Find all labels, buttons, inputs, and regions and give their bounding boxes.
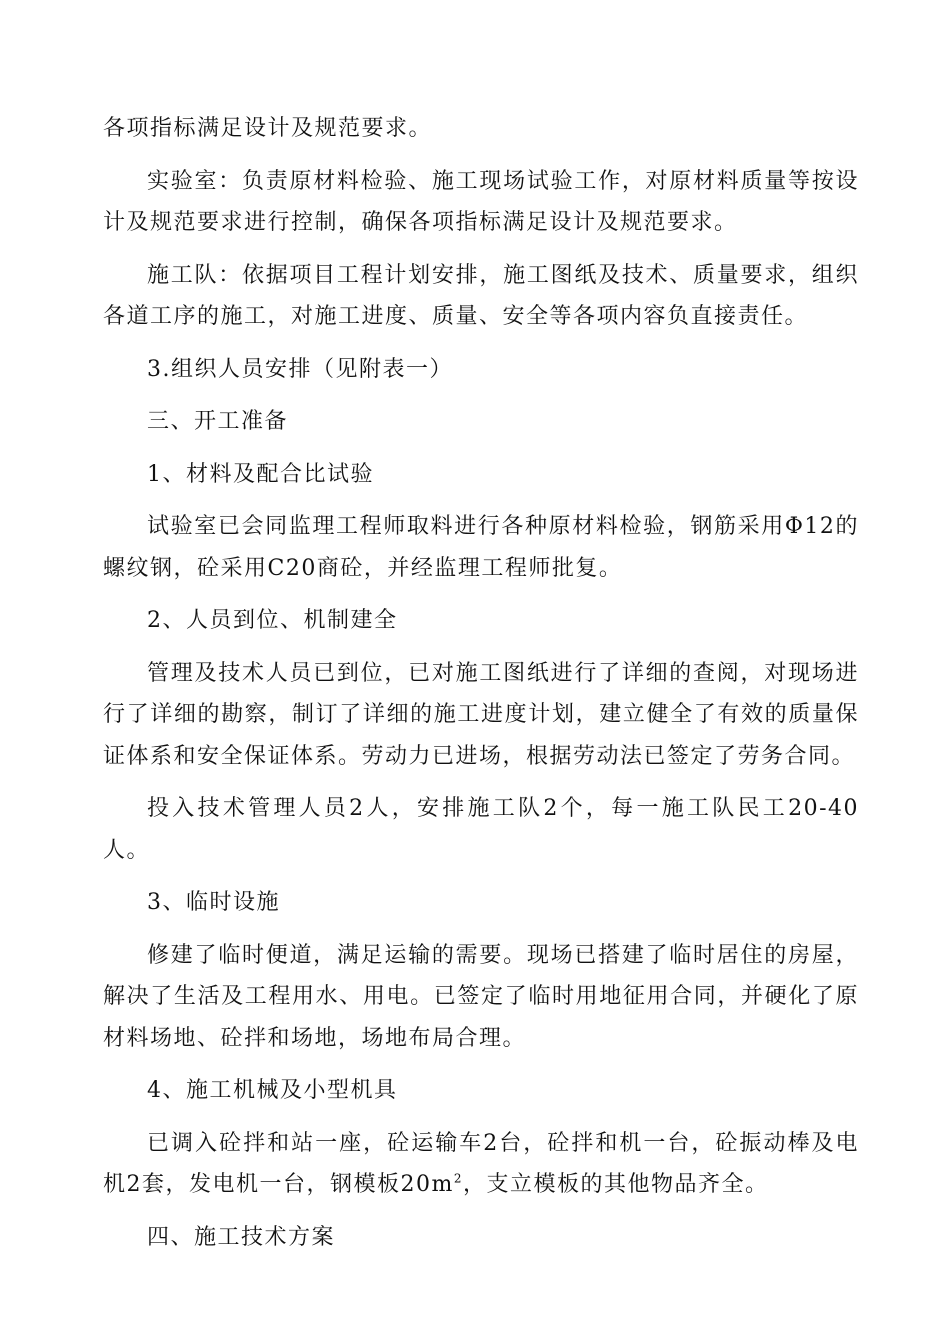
heading-materials-mix-test: 1、材料及配合比试验 (147, 461, 374, 487)
square-meter-superscript: 2 (453, 1171, 463, 1186)
document-body (103, 108, 859, 1258)
paragraph-materials-test: 试验室已会同监理工程师取料进行各种原材料检验，钢筋采用Φ12的螺纹钢，砼采用C20商砼，并经监理工程师批复。 (103, 514, 859, 581)
heading-staff-in-place: 2、人员到位、机制建全 (147, 608, 398, 633)
heading-staff-arrangement: 3.组织人员安排（见附表一） (147, 356, 453, 382)
machinery-text-before-superscript: 已调入砼拌和站一座，砼运输车2台，砼拌和机一台，砼振动棒及电机2套，发电机一台，钢模板20m (103, 1130, 859, 1197)
paragraph-staff-in-place: 管理及技术人员已到位，已对施工图纸进行了详细的查阅，对现场进行了详细的勘察，制订了详细的施工进度计划，建立健全了有效的质量保证体系和安全保证体系。劳动力已进场，根据劳动法已签定了劳务合同。 (103, 660, 859, 769)
paragraph-construction-team: 施工队：依据项目工程计划安排，施工图纸及技术、质量要求，组织各道工序的施工，对施工进度、质量、安全等各项内容负直接责任。 (103, 262, 859, 329)
paragraph-machinery-tools (103, 1123, 859, 1206)
machinery-text-after-superscript: ，支立模板的其他物品齐全。 (463, 1172, 769, 1197)
heading-start-preparation: 三、开工准备 (147, 409, 289, 434)
paragraph-staff-numbers: 投入技术管理人员2人，安排施工队2个，每一施工队民工20-40人。 (103, 796, 859, 863)
heading-temporary-facilities: 3、临时设施 (147, 890, 280, 915)
paragraph-temporary-facilities: 修建了临时便道，满足运输的需要。现场已搭建了临时居住的房屋，解决了生活及工程用水、用电。已签定了临时用地征用合同，并硬化了原材料场地、砼拌和场地，场地布局合理。 (103, 942, 859, 1051)
heading-machinery-tools: 4、施工机械及小型机具 (147, 1078, 398, 1103)
heading-technical-plan: 四、施工技术方案 (147, 1224, 336, 1250)
paragraph-laboratory: 实验室：负责原材料检验、施工现场试验工作，对原材料质量等按设计及规范要求进行控制，确保各项指标满足设计及规范要求。 (103, 168, 859, 235)
paragraph-indicators-continued: 各项指标满足设计及规范要求。 (103, 116, 433, 141)
